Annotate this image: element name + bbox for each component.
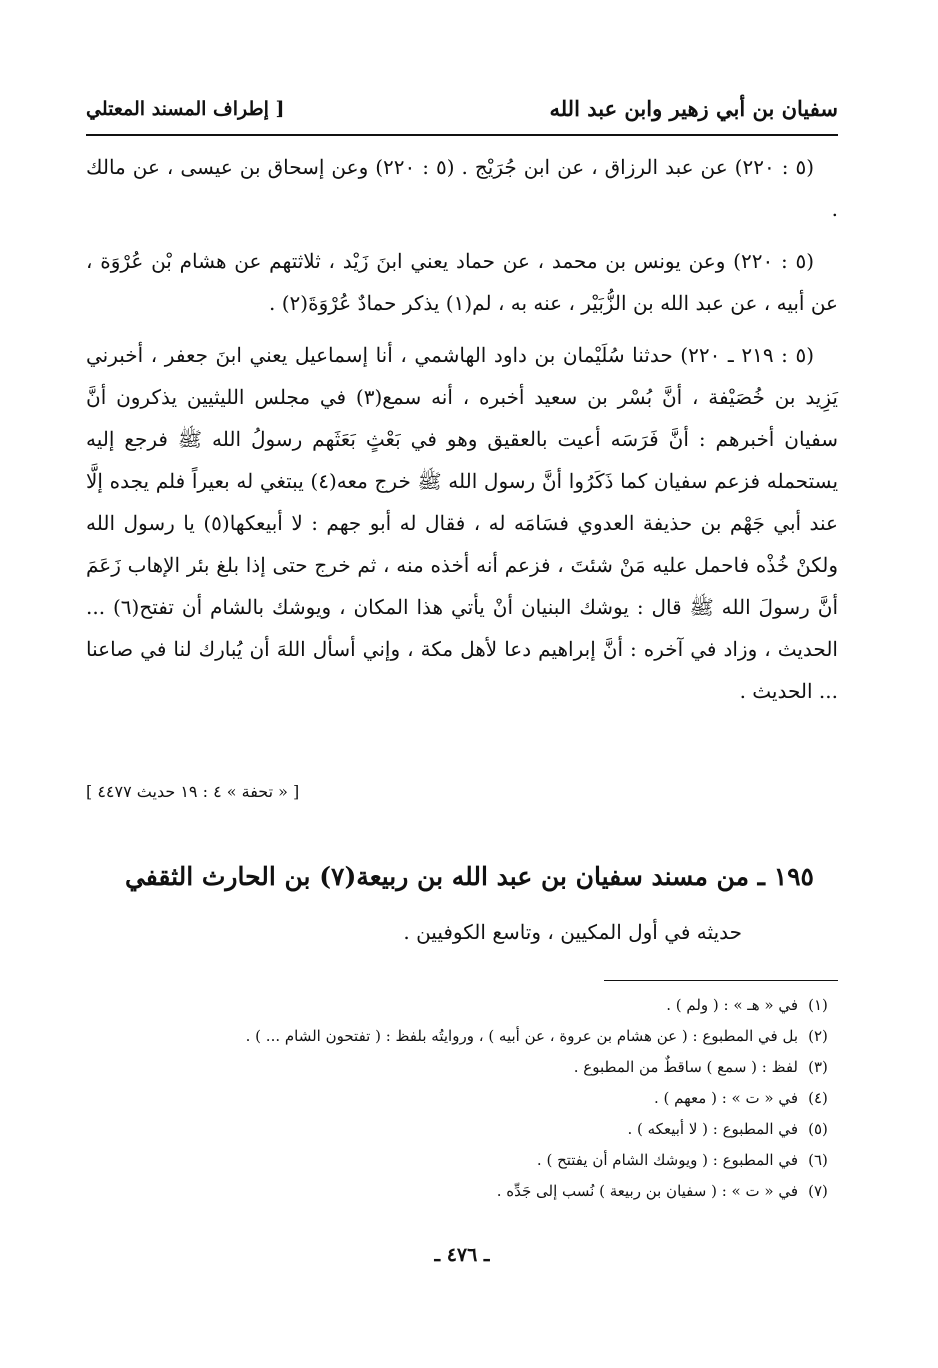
tuhfa-reference: [ « تحفة » ٤ : ١٩ حديث ٤٤٧٧ ] [86,782,300,801]
footnote-text: بل في المطبوع : ( عن هشام بن عروة ، عن أبيه ) ، وروايتُه بلفظ : ( تفتحون الشام ... ) . [245,1027,798,1045]
paragraph-3: (٥ : ٢١٩ ـ ٢٢٠) حدثنا سُلَيْمان بن داود الهاشمي ، أنا إسماعيل يعني ابنَ جعفر ، أخبرني يَزِيد بن خُصَيْفة ، أنَّ بُسْر بن سعيد أخبره ، أنه سمع(٣) في مجلس الليثيين يذكرون أنَّ سفيان أخبرهم : أنَّ فَرَسَه أعيت بالعقيق وهو في بَعْثٍ بَعَثَهم رسولُ الله ﷺ فرجع إليه يستحمله فزعم سفيان كما ذَكَرُوا أنَّ رسول الله ﷺ خرج معه(٤) يبتغي له بعيراً فلم يجده إلَّا عند أبي جَهْم بن حذيفة العدوي فسَامَه له ، فقال له أبو جهم : لا أبيعكها(٥) يا رسول الله ولكنْ خُذْه فاحمل عليه مَنْ شئتَ ، فزعم أنه أخذه منه ، ثم خرج حتى إذا بلغ بئر الإهاب زَعَمَ أنَّ رسولَ الله ﷺ قال : يوشك البنيان أنْ يأتي هذا المكان ، ويوشك بالشام أن تفتح(٦) ... الحديث ، وزاد في آخره : أنَّ إبراهيم دعا لأهل مكة ، وإني أسأل اللهَ أن يُبارك لنا في صاعنا ... الحديث . [86,343,839,703]
footnote-text: في « هـ » : ( ولم ) . [666,996,798,1014]
footnote-item [86,990,838,1021]
footnote-item [86,1083,838,1114]
footnote-number: (٦) [808,1151,828,1169]
main-text [86,146,838,722]
footnote-number: (١) [808,996,828,1014]
paragraph-2: (٥ : ٢٢٠) وعن يونس بن محمد ، عن حماد يعني ابنَ زَيْد ، ثلاثتهم عن هشام بْن عُرْوَة ، عن أبيه ، عن عبد الله بن الزُّبَيْر ، عنه به ، لم(١) يذكر حمادٌ عُرْوَةَ(٢) . [86,249,838,315]
page-number: ـ ٤٧٦ ـ [434,1244,490,1266]
footnote-number: (٥) [808,1120,828,1138]
footnote-text: في « ت » : ( سفيان بن ربيعة ) نُسب إلى جَدِّه . [496,1182,798,1200]
running-header [86,92,838,136]
header-chapter-title: سفيان بن أبي زهير وابن عبد الله [549,96,838,121]
footnote-item [86,1021,838,1052]
footnote-divider [604,980,838,981]
paragraph-1: (٥ : ٢٢٠) عن عبد الرزاق ، عن ابن جُرَيْج . (٥ : ٢٢٠) وعن إسحاق بن عيسى ، عن مالك . [86,155,838,221]
footnote-item [86,1114,838,1145]
footnotes-list [86,990,838,1207]
section-subtitle: حديثه في أول المكيين ، وتاسع الكوفيين . [403,920,742,944]
section-heading: ١٩٥ ـ من مسند سفيان بن عبد الله بن ربيعة(٧) بن الحارث الثقفي [124,862,814,891]
footnote-number: (٣) [808,1058,828,1076]
footnote-text: لفظ : ( سمع ) ساقطٌ من المطبوع . [573,1058,798,1076]
footnote-text: في المطبوع : ( لا أبيعكه ) . [627,1120,798,1138]
footnote-item [86,1176,838,1207]
book-page [86,92,838,1332]
footnote-number: (٤) [808,1089,828,1107]
footnote-item [86,1052,838,1083]
footnote-text: في « ت » : ( معهم ) . [654,1089,798,1107]
footnote-number: (٢) [808,1027,828,1045]
footnote-text: في المطبوع : ( ويوشك الشام أن يفتتح ) . [536,1151,798,1169]
footnote-item [86,1145,838,1176]
footnote-number: (٧) [808,1182,828,1200]
header-book-title: [ إطراف المسند المعتلي [86,98,285,120]
